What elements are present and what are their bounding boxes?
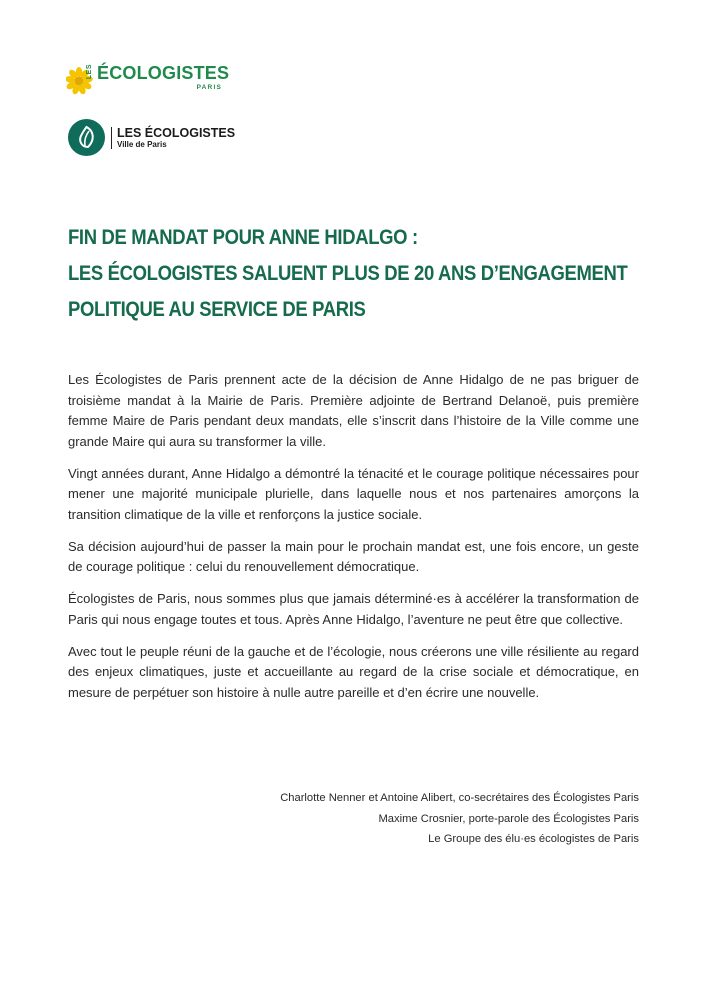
signatures xyxy=(280,788,639,850)
logo-les-text: LES xyxy=(86,64,93,80)
les-ecologistes-paris-logo xyxy=(66,62,230,98)
logo-circle xyxy=(68,119,105,156)
leaf-icon xyxy=(68,119,105,156)
press-release-body xyxy=(68,370,639,715)
logo-subtitle: PARIS xyxy=(196,84,222,91)
headline-line: LES ÉCOLOGISTES SALUENT PLUS DE 20 ANS D’ENGAGEMENT xyxy=(68,262,628,285)
signature-line: Maxime Crosnier, porte-parole des Écologistes Paris xyxy=(378,812,639,825)
headline-line: FIN DE MANDAT POUR ANNE HIDALGO : xyxy=(68,226,418,249)
les-ecologistes-ville-de-paris-logo xyxy=(68,119,268,159)
logo-wordmark: ÉCOLOGISTES xyxy=(97,63,230,83)
logo2-title: LES ÉCOLOGISTES xyxy=(117,126,236,140)
headline-line: POLITIQUE AU SERVICE DE PARIS xyxy=(68,298,366,321)
body-paragraph: Avec tout le peuple réuni de la gauche et de l’écologie, nous créerons une ville résiliente au regard des enjeux climatiques, juste et accueillante au regard de la crise sociale et démocratique, en mesure de perpétuer son histoire à nulle autre pareille et d’en écrire une nouvelle. xyxy=(68,643,639,700)
logo-divider xyxy=(111,127,112,149)
body-paragraph: Sa décision aujourd’hui de passer la main pour le prochain mandat est, une fois encore, un geste de courage politique : celui du renouvellement démocratique. xyxy=(68,538,639,574)
body-paragraph: Écologistes de Paris, nous sommes plus que jamais déterminé·es à accélérer la transformation de Paris qui nous engage toutes et tous. Après Anne Hidalgo, l’aventure ne peut être que collective. xyxy=(68,591,639,627)
signature-line: Charlotte Nenner et Antoine Alibert, co-secrétaires des Écologistes Paris xyxy=(280,792,639,804)
logo2-subtitle: Ville de Paris xyxy=(117,140,167,149)
body-paragraph: Vingt années durant, Anne Hidalgo a démontré la ténacité et le courage politique nécessaires pour mener une majorité municipale plurielle, dans laquelle nous et nos partenaires amorçons la transition climatique de la ville et renforçons la justice sociale. xyxy=(68,465,639,522)
body-paragraph: Les Écologistes de Paris prennent acte de la décision de Anne Hidalgo de ne pas briguer de troisième mandat à la Mairie de Paris. Première adjointe de Bertrand Delanoë, puis première femme Maire de Paris pendant deux mandats, elle s’inscrit dans l’histoire de la Ville comme une grande Maire qui aura su transformer la ville. xyxy=(68,372,639,449)
press-release-headline xyxy=(68,220,628,328)
signature-line: Le Groupe des élu·es écologistes de Paris xyxy=(428,833,639,845)
